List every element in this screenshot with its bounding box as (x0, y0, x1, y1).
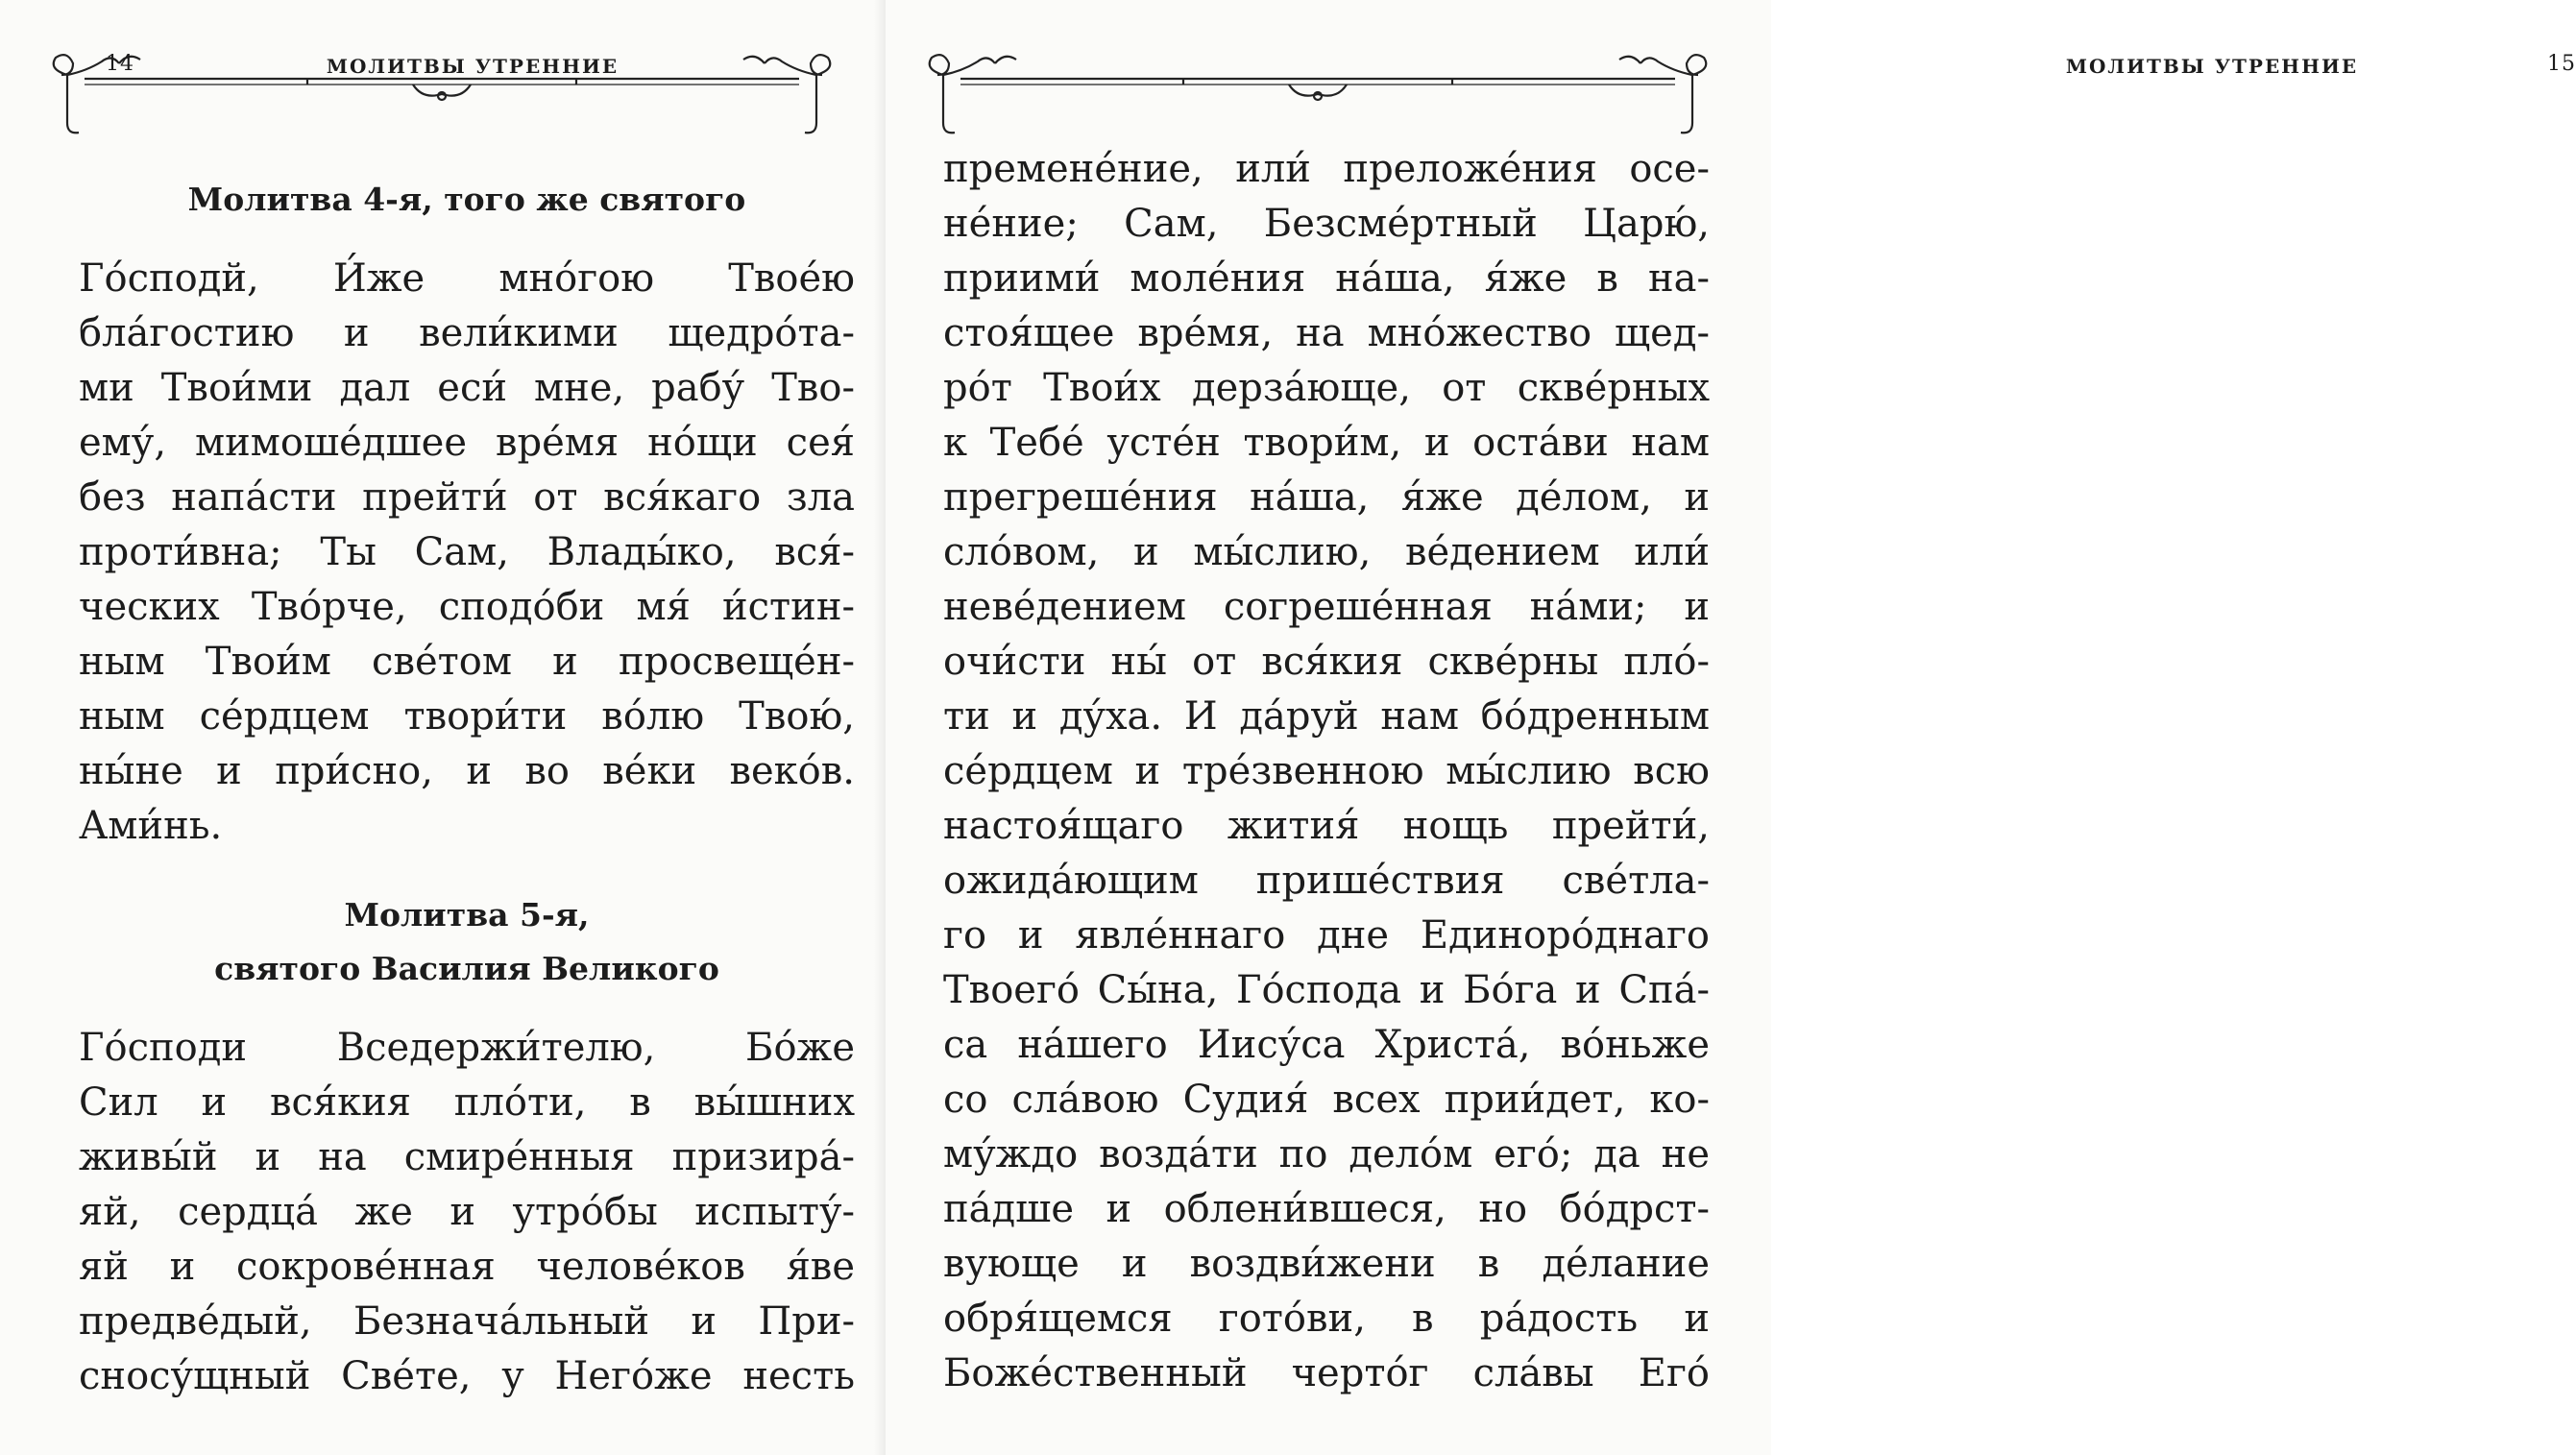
text-line: Го́сподй, И́же мно́гою Твое́ю (79, 256, 855, 301)
text-line: ро́т Твои́х дерза́юще, от скве́рных (943, 366, 1710, 410)
running-head: МОЛИТВЫ УТРЕННИЕ (326, 55, 620, 78)
text-line: неве́дением согреше́нная на́ми; и (943, 585, 1710, 629)
text-line: со сла́вою Судия́ всех прии́дет, ко- (943, 1078, 1710, 1122)
text-line: проти́вна; Ты Сам, Влады́ко, вся́- (79, 530, 855, 574)
text-line: са на́шего Иису́са Христа́, во́ньже (943, 1023, 1710, 1067)
page-number: 15 (2547, 52, 2576, 76)
text-line: ческих Тво́рче, сподо́би мя́ и́стин- (79, 585, 855, 629)
text-line: ным се́рдцем твори́ти во́лю Твою́, (79, 694, 855, 739)
page-number: 14 (106, 52, 134, 76)
text-line: го и явле́ннаго дне Единоро́днаго (943, 913, 1710, 958)
text-line: премене́ние, или́ преложе́ния осе- (943, 147, 1710, 191)
text-line: Твоего́ Сы́на, Го́спода и Бо́га и Спа́- (943, 968, 1710, 1012)
prayer-4-body (79, 252, 855, 854)
text-line: ти и ду́ха. И да́руй нам бо́дренным (943, 694, 1710, 739)
text-line: ему́, мимоше́дшее вре́мя но́щи сея́ (79, 421, 855, 465)
text-line: па́дше и облени́вшеся, но бо́дрст- (943, 1187, 1710, 1231)
text-line: обря́щемся гото́ви, в ра́дость и (943, 1297, 1710, 1341)
prayer-title-line: Молитва 5-я, (344, 896, 590, 934)
text-line: Боже́ственный черто́г сла́вы Его́ (943, 1351, 1710, 1395)
text-line: предве́дый, Безнача́льный и При- (79, 1299, 855, 1344)
text-line: се́рдцем и тре́звенною мы́слию всю (943, 749, 1710, 793)
text-line: ны́не и при́сно, и во ве́ки веко́в. (79, 749, 855, 793)
text-line: му́ждо возда́ти по дело́м его́; да не (943, 1132, 1710, 1176)
text-line: прегреше́ния на́ша, я́же де́лом, и (943, 475, 1710, 520)
text-line: не́ние; Сам, Безсме́ртный Царю́, (943, 202, 1710, 246)
text-line: Ами́нь. (79, 804, 223, 848)
prayer-4-title (79, 173, 855, 227)
text-line: приими́ моле́ния на́ша, я́же в на- (943, 256, 1710, 301)
prayer-5-body (79, 1021, 855, 1404)
text-line: сло́вом, и мы́слию, ве́дением или́ (943, 530, 1710, 574)
left-page (0, 0, 886, 1455)
text-line: к Тебе́ усте́н твори́м, и оста́ви нам (943, 421, 1710, 465)
text-line: яй и сокрове́нная челове́ков я́ве (79, 1245, 855, 1289)
text-line: без напа́сти прейти́ от вся́каго зла (79, 475, 855, 520)
text-line: ным Твои́м све́том и просвеще́н- (79, 640, 855, 684)
text-line: сносу́щный Све́те, у Него́же несть (79, 1354, 855, 1398)
text-line: ми Твои́ми дал еси́ мне, рабу́ Тво- (79, 366, 855, 410)
prayer-5-continuation (943, 142, 1710, 1401)
text-line: вующе и воздви́жени в де́лание (943, 1242, 1710, 1286)
prayer-title-line: Молитва 4-я, того же святого (187, 181, 746, 218)
text-line: очи́сти ны́ от вся́кия скве́рны пло́- (943, 640, 1710, 684)
text-line: настоя́щаго жития́ нощь прейти́, (943, 804, 1710, 848)
text-line: стоя́щее вре́мя, на мно́жество щед- (943, 311, 1710, 355)
text-line: яй, сердца́ же и утро́бы испыту́- (79, 1190, 855, 1234)
prayer-5-title (79, 888, 855, 996)
header-ornament-frame (905, 46, 1731, 138)
left-text-column (79, 173, 855, 1404)
text-line: Го́споди Вседержи́телю, Бо́же (79, 1026, 855, 1070)
text-line: ожида́ющим прише́ствия све́тла- (943, 859, 1710, 903)
text-line: бла́гостию и вели́кими щедро́та- (79, 311, 855, 355)
running-head: МОЛИТВЫ УТРЕННИЕ (2065, 55, 2359, 78)
text-line: Сил и вся́кия пло́ти, в вы́шних (79, 1080, 855, 1125)
ornament-frame-icon (905, 46, 1731, 138)
prayer-title-line: святого Василия Великого (214, 950, 719, 987)
right-text-column (943, 142, 1710, 1401)
text-line: живы́й и на смире́нныя призира́- (79, 1135, 855, 1179)
